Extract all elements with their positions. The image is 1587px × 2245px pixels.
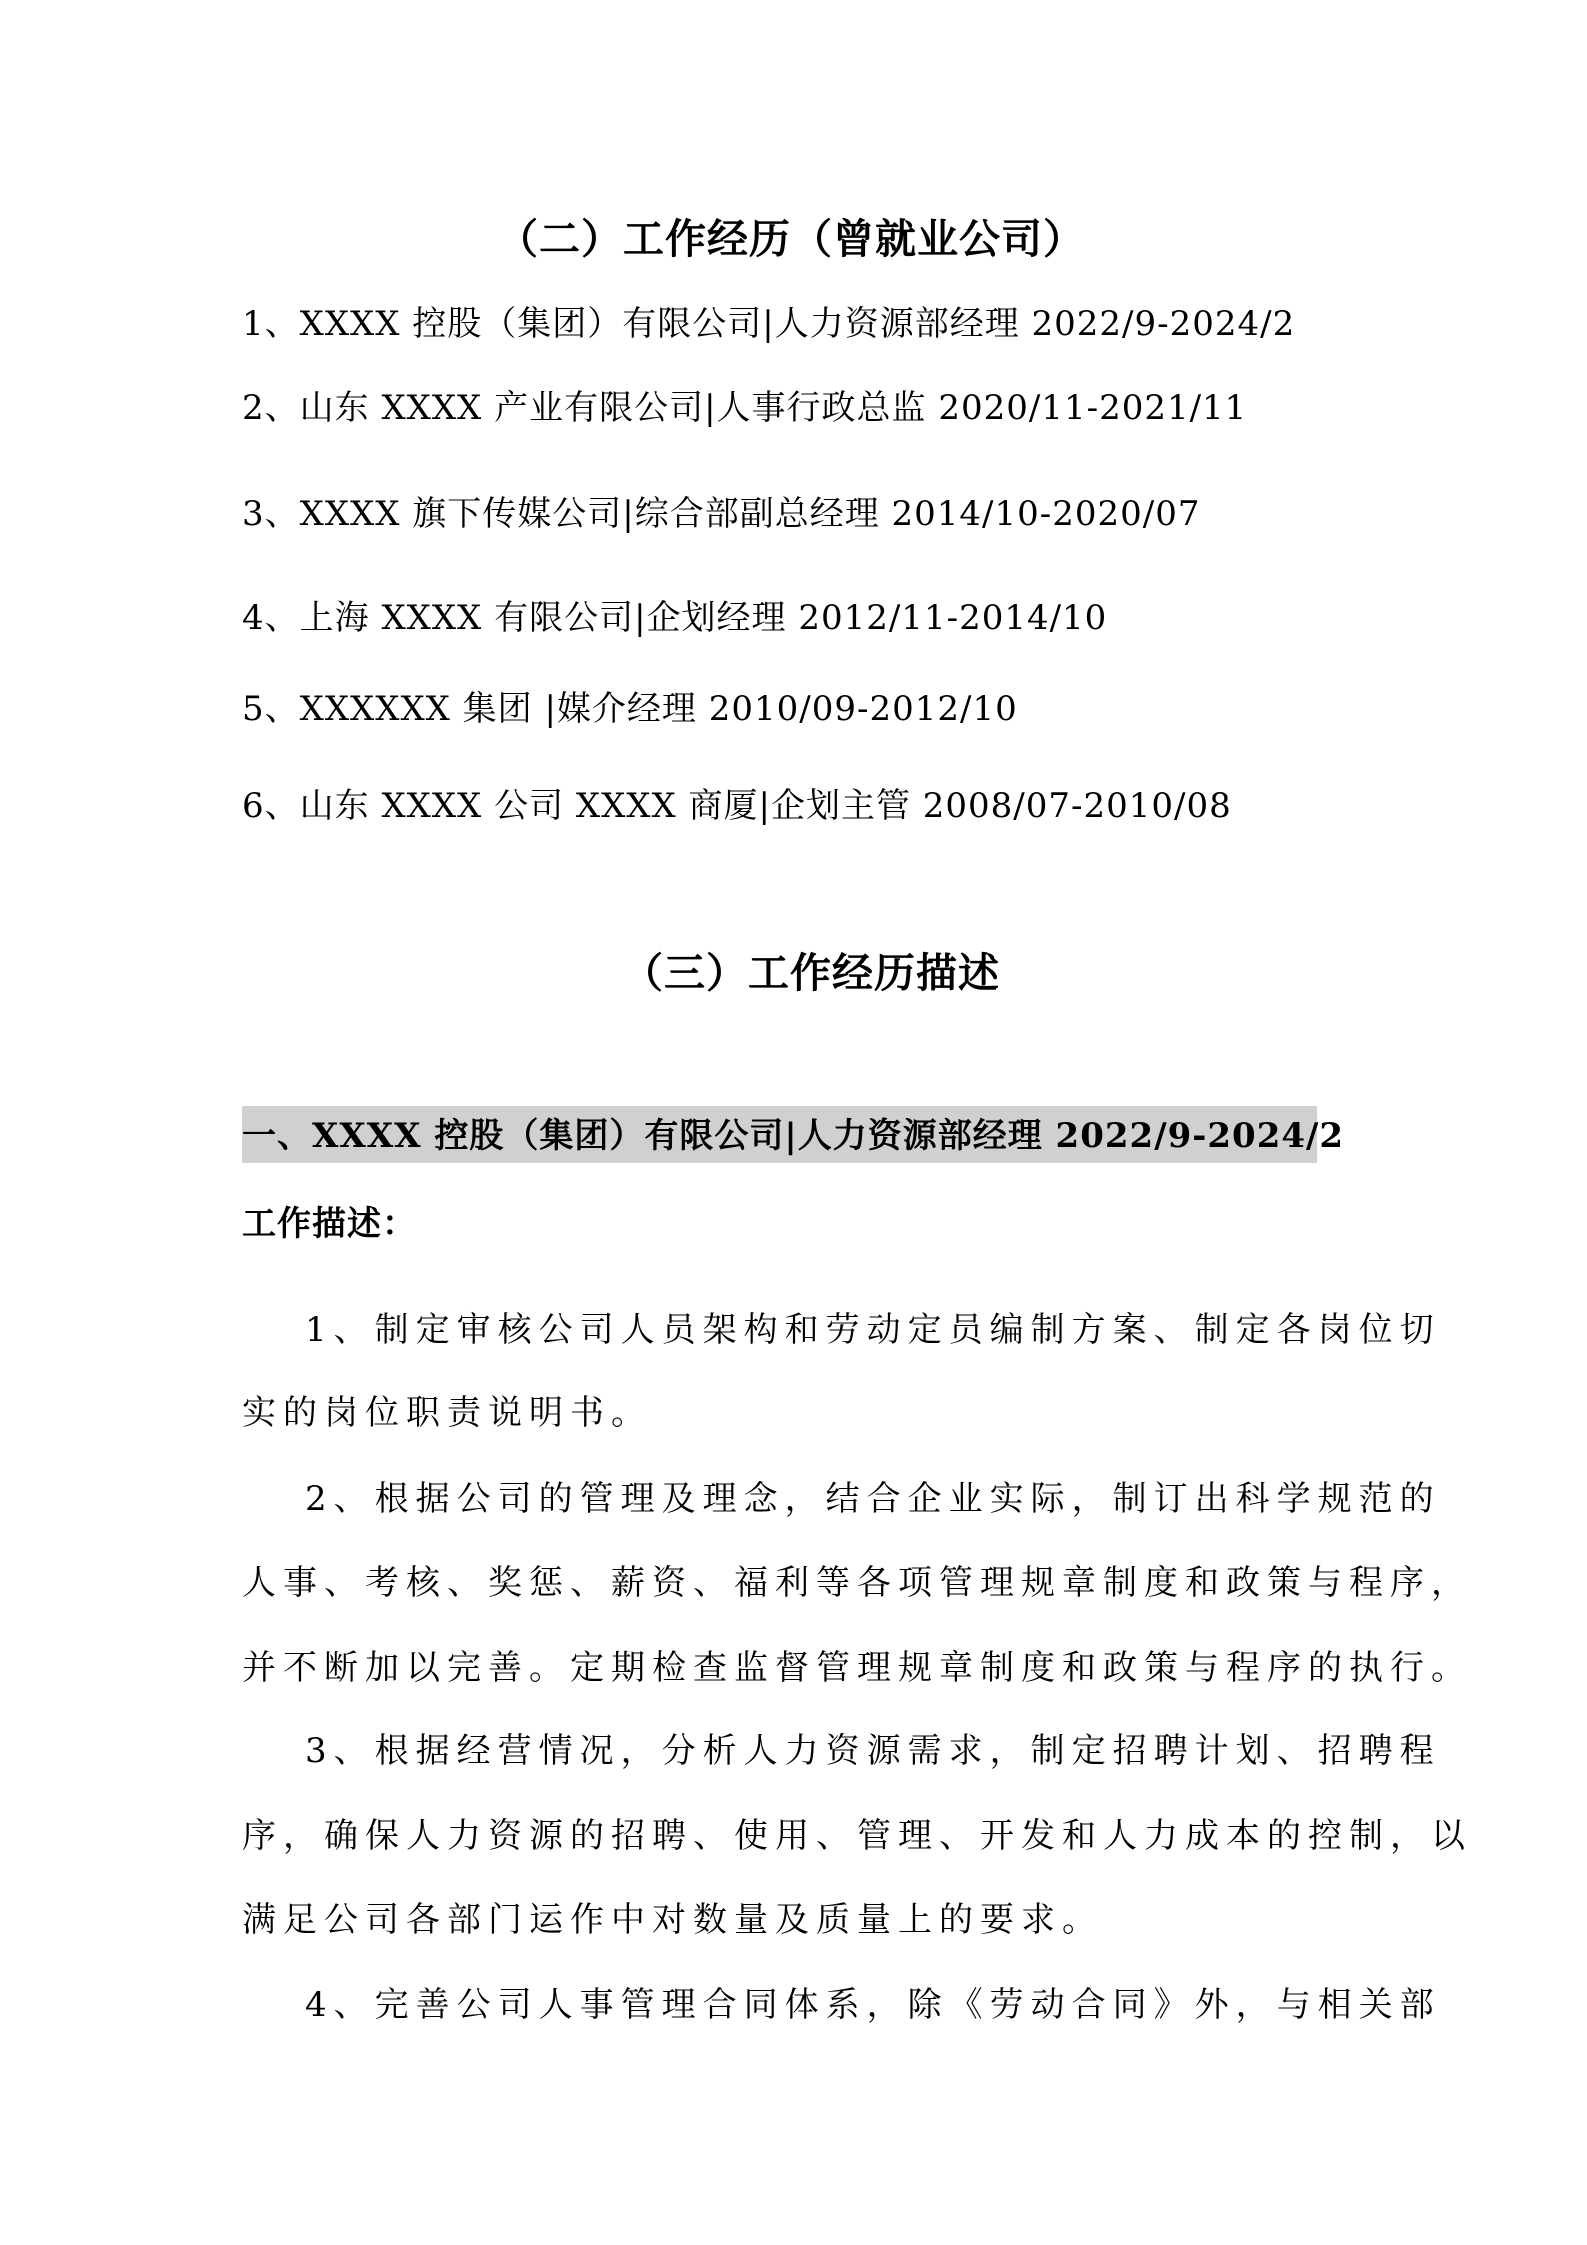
- paragraph-line: 2、根据公司的管理及理念，结合企业实际，制订出科学规范的: [305, 1479, 1441, 1519]
- job-history-item: 4、上海 XXXX 有限公司|企划经理 2012/11-2014/10: [242, 598, 1108, 638]
- paragraph-line: 4、完善公司人事管理合同体系，除《劳动合同》外，与相关部: [305, 1985, 1441, 2025]
- description-label: 工作描述：: [242, 1204, 417, 1244]
- paragraph-line: 人事、考核、奖惩、薪资、福利等各项管理规章制度和政策与程序，: [242, 1563, 1472, 1603]
- paragraph-line: 序，确保人力资源的招聘、使用、管理、开发和人力成本的控制，以: [242, 1816, 1472, 1856]
- entry-title: 一、XXXX 控股（集团）有限公司|人力资源部经理 2022/9-2024/2: [242, 1116, 1345, 1156]
- paragraph-line: 3、根据经营情况，分析人力资源需求，制定招聘计划、招聘程: [305, 1731, 1441, 1771]
- job-history-item: 5、XXXXXX 集团 |媒介经理 2010/09-2012/10: [242, 689, 1018, 729]
- job-history-item: 3、XXXX 旗下传媒公司|综合部副总经理 2014/10-2020/07: [242, 494, 1201, 534]
- job-history-item: 6、山东 XXXX 公司 XXXX 商厦|企划主管 2008/07-2010/08: [242, 786, 1232, 826]
- job-history-item: 1、XXXX 控股（集团）有限公司|人力资源部经理 2022/9-2024/2: [242, 304, 1296, 344]
- paragraph-line: 1、制定审核公司人员架构和劳动定员编制方案、制定各岗位切: [305, 1310, 1441, 1350]
- job-history-item: 2、山东 XXXX 产业有限公司|人事行政总监 2020/11-2021/11: [242, 388, 1248, 428]
- paragraph-line: 满足公司各部门运作中对数量及质量上的要求。: [242, 1900, 1103, 1940]
- paragraph-line: 实的岗位职责说明书。: [242, 1393, 652, 1433]
- paragraph-line: 并不断加以完善。定期检查监督管理规章制度和政策与程序的执行。: [242, 1648, 1472, 1688]
- section-title-work-history: （二）工作经历（曾就业公司）: [497, 215, 1085, 263]
- section-title-work-description: （三）工作经历描述: [622, 949, 1000, 997]
